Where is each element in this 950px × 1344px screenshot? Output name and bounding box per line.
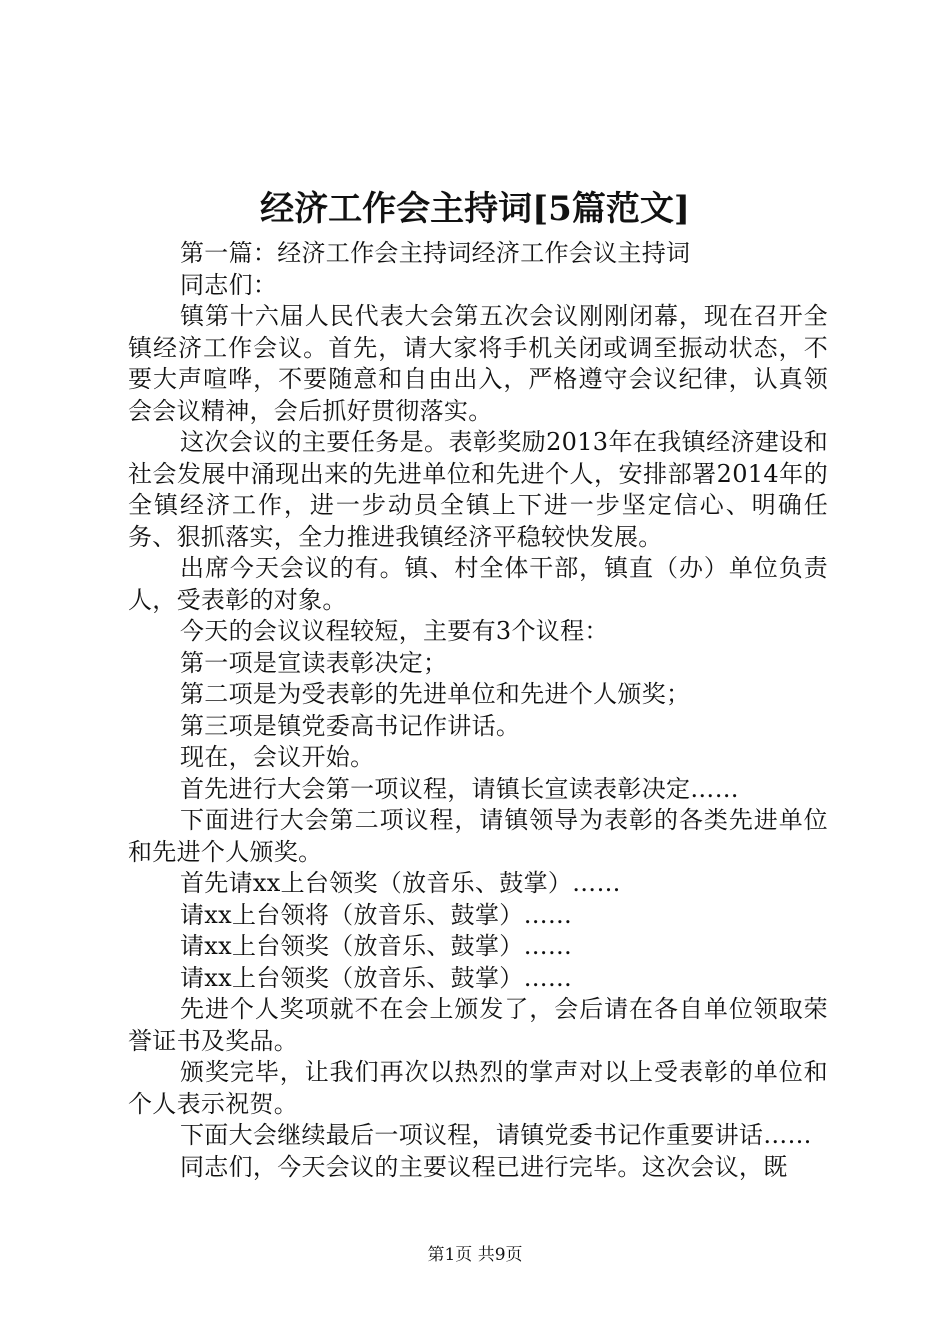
paragraph: 请xx上台领奖（放音乐、鼓掌）……	[180, 932, 573, 960]
paragraph: 同志们，今天会议的主要议程已进行完毕。这次会议，既	[180, 1152, 788, 1181]
paragraph: 下面进行大会第二项议程，请镇领导为表彰的各类先进单位和先进个人颁奖。	[128, 806, 828, 866]
paragraph: 第一项是宣读表彰决定；	[180, 648, 448, 677]
paragraph: 先进个人奖项就不在会上颁发了，会后请在各自单位领取荣誉证书及奖品。	[128, 995, 828, 1055]
paragraph: 请xx上台领将（放音乐、鼓掌）……	[180, 900, 573, 929]
paragraph: 这次会议的主要任务是。表彰奖励2013年在我镇经济建设和社会发展中涌现出来的先进单位和先进个人，安排部署2014年的全镇经济工作，进一步动员全镇上下进一步坚定信心、明确任务、狠抓落实，全力推进我镇经济平稳较快发展。	[128, 428, 828, 551]
paragraph: 首先进行大会第一项议程，请镇长宣读表彰决定……	[180, 774, 739, 803]
paragraph: 现在，会议开始。	[180, 743, 375, 771]
paragraph: 今天的会议议程较短，主要有3个议程：	[180, 617, 609, 645]
paragraph: 同志们：	[180, 270, 278, 299]
document-body	[128, 238, 828, 1183]
paragraph: 下面大会继续最后一项议程，请镇党委书记作重要讲话……	[180, 1121, 812, 1149]
document-title: 经济工作会主持词[5篇范文]	[260, 189, 690, 229]
paragraph: 首先请xx上台领奖（放音乐、鼓掌）……	[180, 869, 621, 897]
paragraph: 第二项是为受表彰的先进单位和先进个人颁奖；	[180, 680, 691, 708]
paragraph: 镇第十六届人民代表大会第五次会议刚刚闭幕，现在召开全镇经济工作会议。首先，请大家将手机关闭或调至振动状态，不要大声喧哗，不要随意和自由出入，严格遵守会议纪律，认真领会会议精神，会后抓好贯彻落实。	[128, 302, 828, 425]
paragraph: 颁奖完毕，让我们再次以热烈的掌声对以上受表彰的单位和个人表示祝贺。	[128, 1058, 828, 1118]
paragraph: 请xx上台领奖（放音乐、鼓掌）……	[180, 963, 573, 992]
paragraph: 第三项是镇党委高书记作讲话。	[180, 711, 521, 740]
page-footer: 第1页 共9页	[427, 1245, 523, 1265]
paragraph: 第一篇：经济工作会主持词经济工作会议主持词	[180, 239, 691, 267]
paragraph: 出席今天会议的有。镇、村全体干部，镇直（办）单位负责人，受表彰的对象。	[128, 554, 828, 614]
